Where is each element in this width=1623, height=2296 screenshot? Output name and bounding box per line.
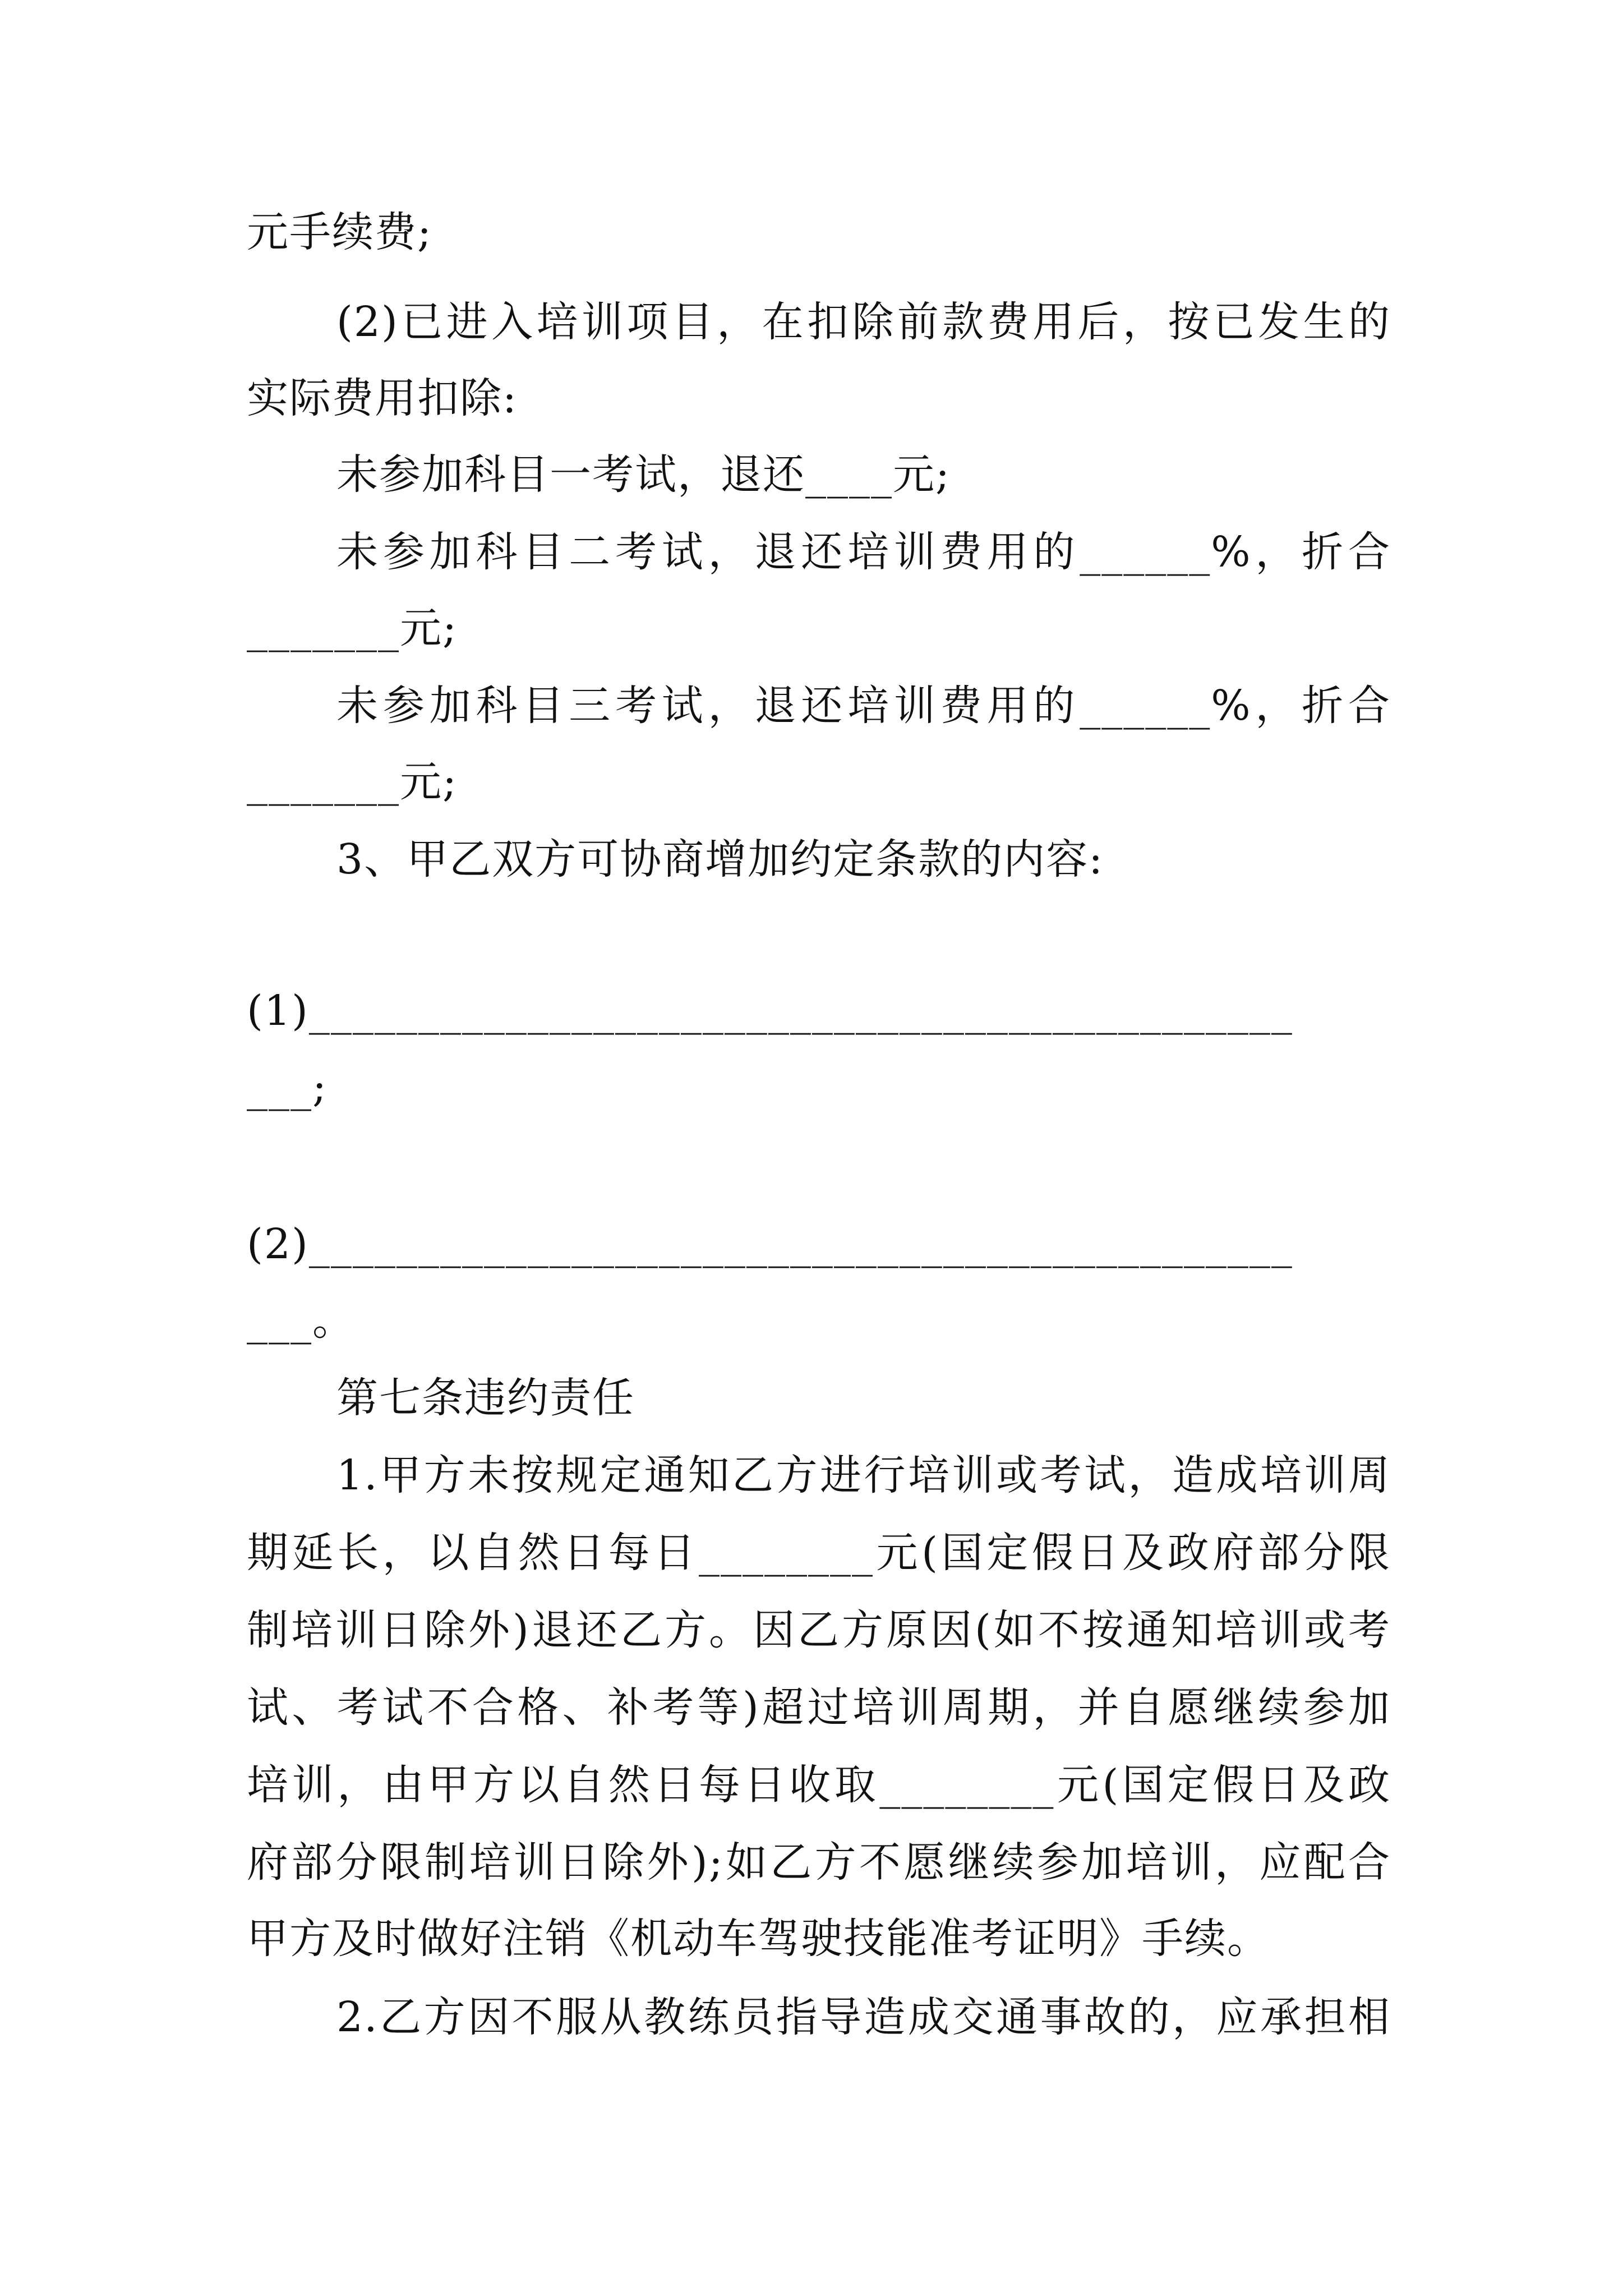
text-line: (1)_____________________________________________: [247, 987, 1293, 1035]
text-line: (2)_____________________________________________: [247, 1220, 1293, 1268]
text-line: 元手续费;: [247, 208, 432, 256]
text-line: ___;: [247, 1063, 328, 1111]
text-line: _______元;: [247, 604, 458, 652]
text-line: 实际费用扣除:: [247, 374, 518, 422]
text-line: _______元;: [247, 758, 458, 806]
text-line: 未参加科目一考试，退还____元;: [336, 450, 951, 499]
text-line: 未参加科目二考试，退还培训费用的______%，折合: [336, 528, 1391, 576]
text-line: 第七条违约责任: [336, 1374, 635, 1422]
text-line: 2.乙方因不服从教练员指导造成交通事故的，应承担相: [336, 1993, 1391, 2041]
text-line: 试、考试不合格、补考等)超过培训周期，并自愿继续参加: [247, 1683, 1391, 1732]
text-line: 制培训日除外)退还乙方。因乙方原因(如不按通知培训或考: [247, 1606, 1391, 1654]
text-line: 期延长，以自然日每日________元(国定假日及政府部分限: [247, 1529, 1391, 1577]
text-line: 府部分限制培训日除外);如乙方不愿继续参加培训，应配合: [247, 1838, 1391, 1887]
text-line: ___。: [247, 1296, 355, 1345]
text-line: (2)已进入培训项目，在扣除前款费用后，按已发生的: [336, 298, 1391, 346]
text-line: 培训，由甲方以自然日每日收取________元(国定假日及政: [247, 1761, 1391, 1809]
text-line: 甲方及时做好注销《机动车驾驶技能准考证明》手续。: [247, 1915, 1270, 1963]
text-line: 3、甲乙双方可协商增加约定条款的内容:: [336, 835, 1104, 884]
text-line: 未参加科目三考试，退还培训费用的______%，折合: [336, 682, 1391, 730]
text-line: 1.甲方未按规定通知乙方进行培训或考试，造成培训周: [336, 1451, 1391, 1499]
